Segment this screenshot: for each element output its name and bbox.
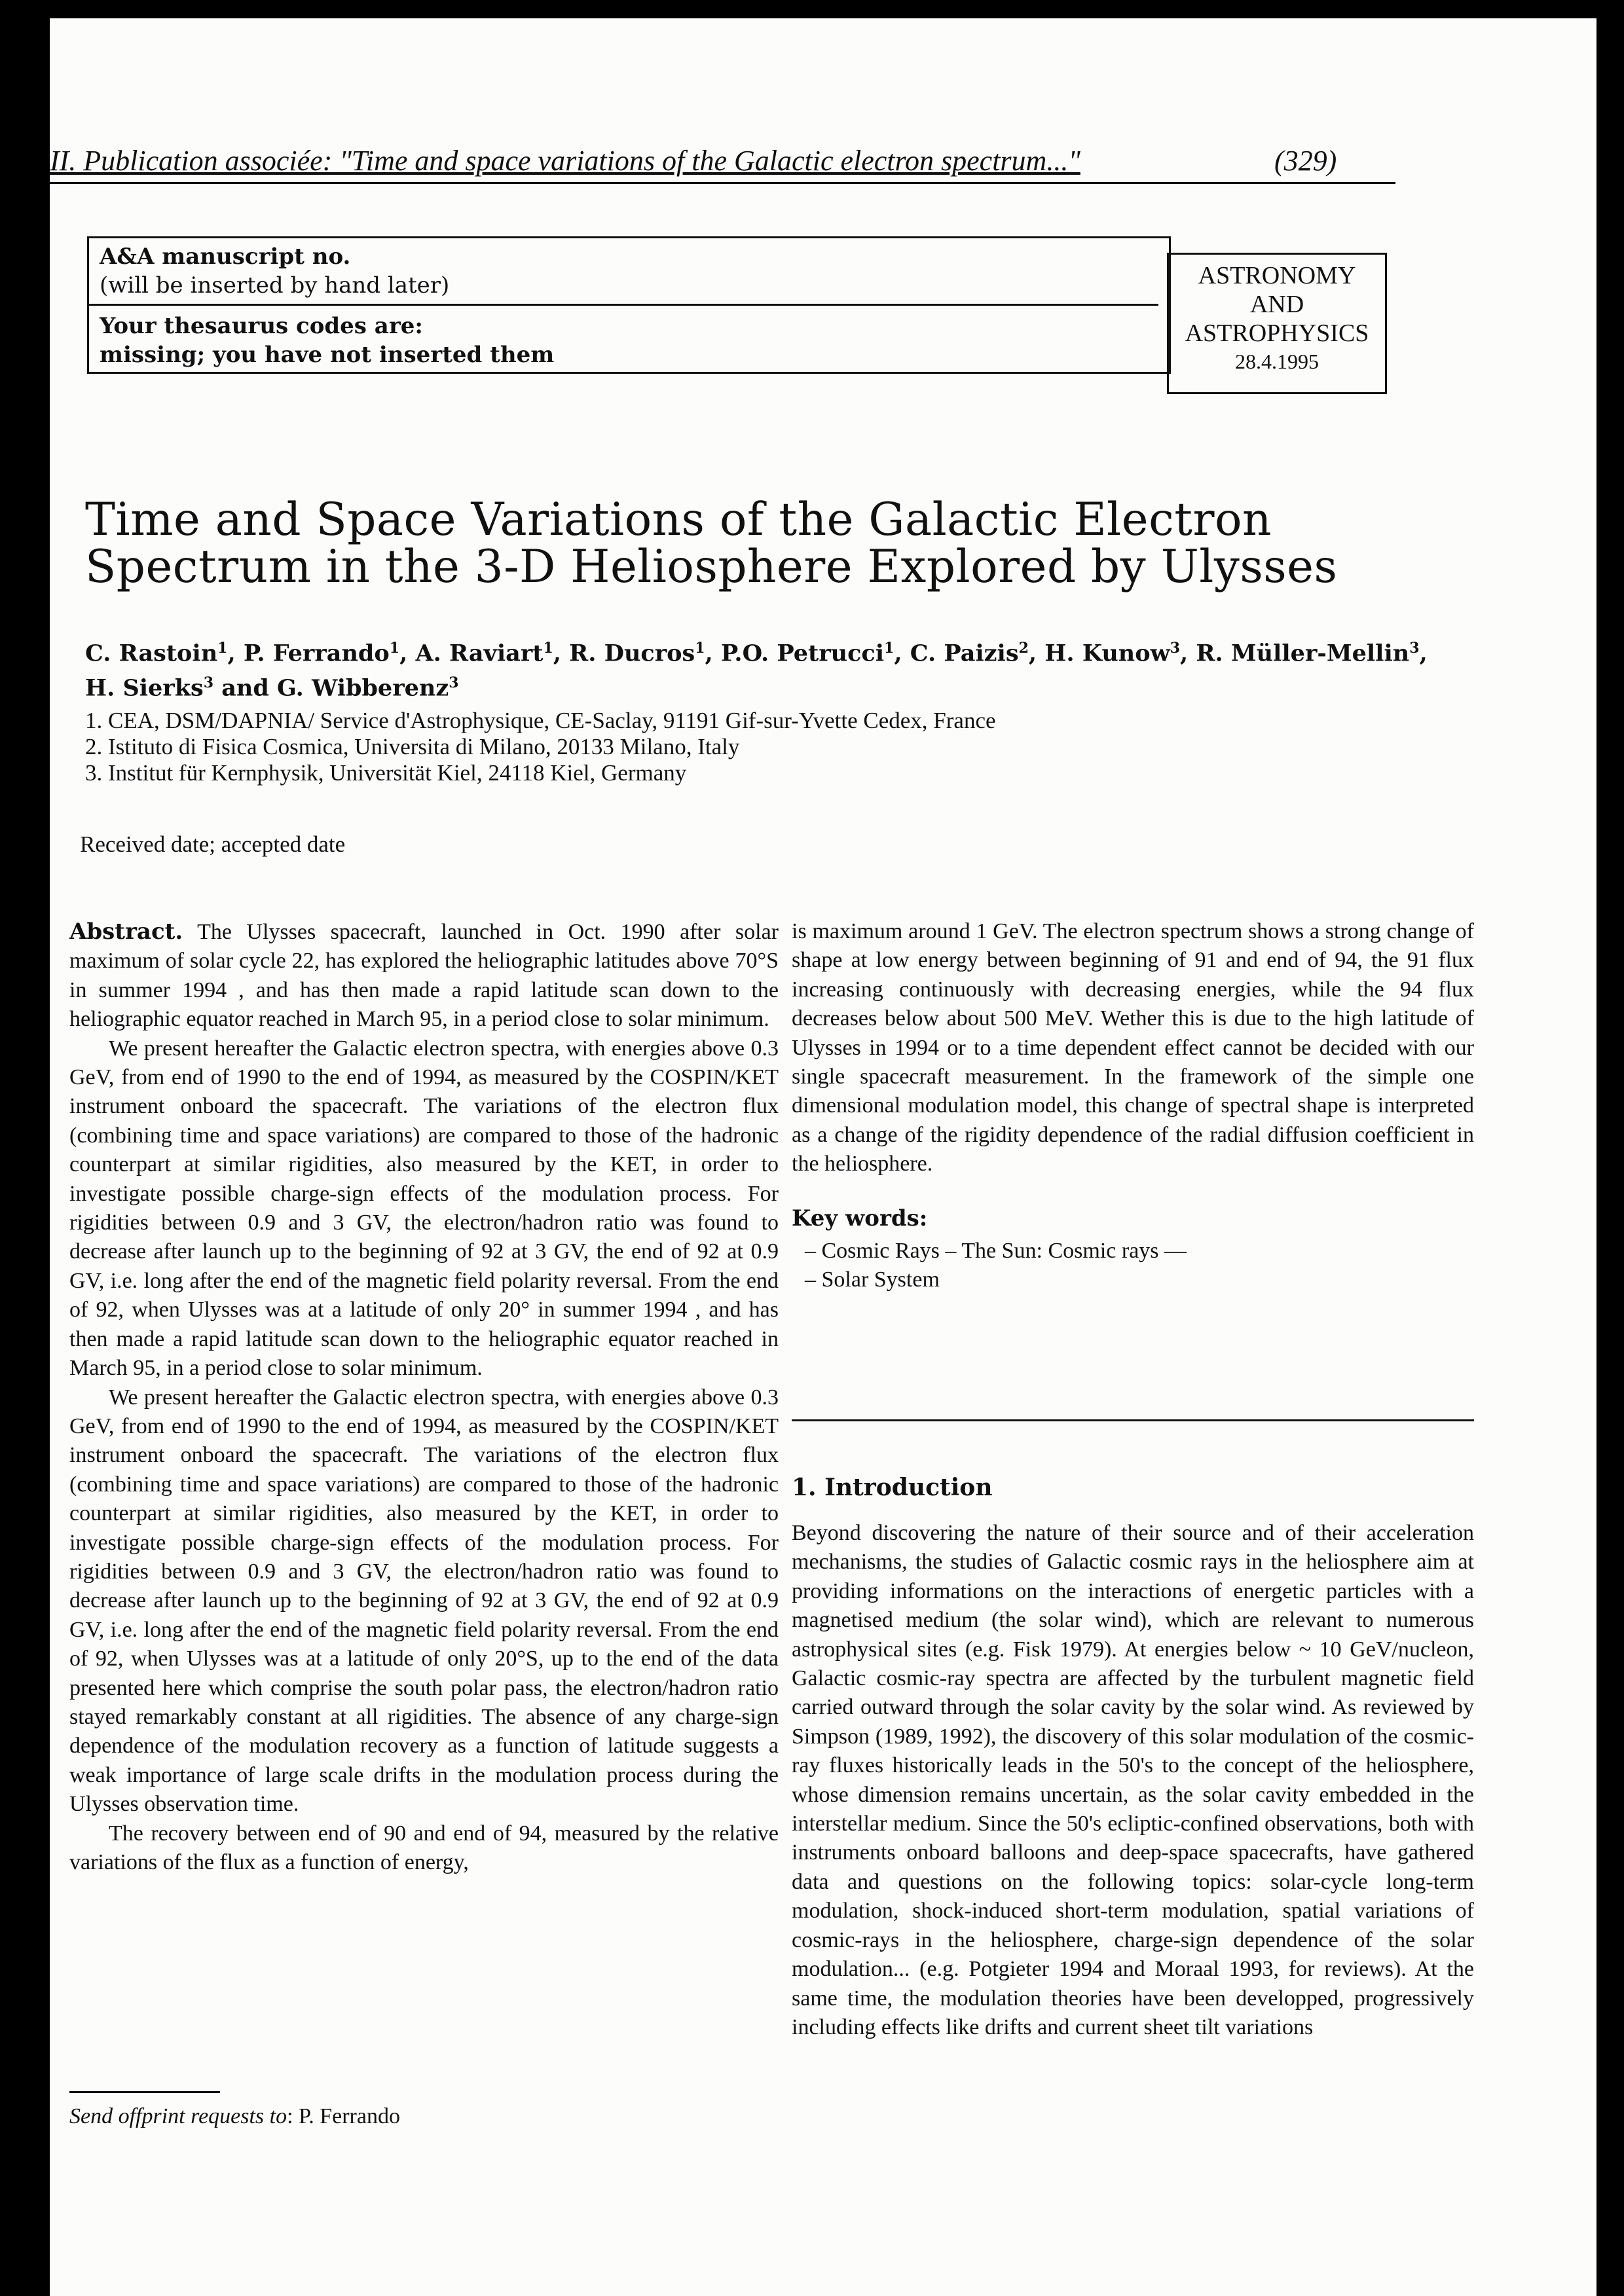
author-affiliation-mark: 1 — [884, 640, 895, 657]
author-name: G. Wibberenz — [276, 674, 449, 702]
journal-name-box — [1167, 253, 1387, 394]
author-conjunction: and — [221, 674, 269, 702]
abstract-text: The Ulysses spacecraft, launched in Oct. 1990 after solar maximum of solar cycle 22, has explored the heliographic latitudes above 70°S in summer 1994 , and has then made a rapid latitude scan down to the heliographic equator reached in March 95, in a period close to solar minimum. — [69, 920, 779, 1032]
section-divider — [792, 1419, 1474, 1421]
author-name: C. Paizis — [910, 640, 1019, 667]
author-list-line-2 — [85, 668, 1526, 703]
footnote-rule — [69, 2091, 220, 2093]
left-column — [69, 917, 779, 1877]
thesaurus-codes-label: Your thesaurus codes are: — [100, 313, 423, 339]
introduction-heading: 1. Introduction — [792, 1474, 993, 1501]
author-affiliation-mark: 2 — [1018, 640, 1029, 657]
author-list — [85, 634, 1526, 702]
author-affiliation-mark: 3 — [1170, 640, 1181, 657]
author-affiliation-mark: 1 — [217, 640, 228, 657]
journal-name-line-2: AND — [1249, 291, 1304, 318]
journal-name-line-3: ASTROPHYSICS — [1185, 319, 1369, 347]
author-affiliation-mark: 3 — [1409, 640, 1420, 657]
journal-date: 28.4.1995 — [1235, 350, 1319, 373]
footnote-label: Send offprint requests to — [69, 2104, 287, 2128]
running-header — [50, 143, 1395, 184]
author-list-line-1: C. Rastoin$^1$, P. Ferrando$^1$, A. Raviart$^1$, R. Ducros$^1$, P.O. Petrucci$^1$, C. Paizis$^2$, H. Kunow$^3$, R. Müller-Mellin$^3$, — [85, 640, 1428, 667]
author-affiliation-mark: 3 — [449, 674, 459, 691]
footnote — [69, 2104, 400, 2130]
author-name: H. Kunow — [1044, 640, 1170, 667]
author-name: P. Ferrando — [243, 640, 390, 667]
paper-title-line-1: Time and Space Variations of the Galactic Electron — [85, 494, 1272, 546]
paper-title-line-2: Spectrum in the 3-D Heliosphere Explored by Ulysses — [85, 541, 1338, 593]
paper-page — [50, 18, 1596, 2296]
affiliation-item: 1. CEA, DSM/DAPNIA/ Service d'Astrophysique, CE-Saclay, 91191 Gif-sur-Yvette Cedex, France — [85, 708, 996, 733]
author-name: R. Ducros — [569, 640, 695, 667]
affiliation-item: 2. Istituto di Fisica Cosmica, Universita di Milano, 20133 Milano, Italy — [85, 734, 740, 759]
abstract-label: Abstract. — [69, 919, 183, 945]
manuscript-box-divider — [89, 304, 1158, 306]
received-date-line: Received date; accepted date — [80, 831, 346, 857]
manuscript-number-label: A&A manuscript no. — [100, 244, 351, 270]
right-column — [792, 917, 1474, 1295]
abstract-paragraph-3: We present hereafter the Galactic electron spectra, with energies above 0.3 GeV, from end of 1990 to the end of 1994, as measured by the COSPIN/KET instrument onboard the spacecraft. The variations of the electron flux (combining time and space variations) are compared to those of the hadronic counterpart at similar rigidities, also measured by the KET, in order to investigate possible charge-sign effects of the modulation process. For rigidities between 0.9 and 3 GV, the electron/hadron ratio was found to decrease after launch up to the beginning of 92 at 3 GV, the end of 92 at 0.9 GV, i.e. long after the end of the magnetic field polarity reversal. From the end of 92, when Ulysses was at a latitude of only 20°S, up to the end of the data presented here which comprise the south polar pass, the electron/hadron ratio stayed remarkably constant at all rigidities. The absence of any charge-sign dependence of the modulation recovery as a function of latitude suggests a weak importance of large scale drifts in the modulation process during the Ulysses observation time. — [69, 1385, 779, 1817]
affiliation-list — [85, 708, 1395, 786]
keyword-item: – Cosmic Rays – The Sun: Cosmic rays — — [805, 1239, 1187, 1264]
author-name: C. Rastoin — [85, 640, 218, 667]
abstract-paragraph-4: The recovery between end of 90 and end of 94, measured by the relative variations of the flux as a function of energy, — [69, 1821, 779, 1874]
keyword-item: – Solar System — [805, 1267, 940, 1292]
footnote-value: : P. Ferrando — [287, 2104, 400, 2128]
author-name: R. Müller-Mellin — [1196, 640, 1410, 667]
thesaurus-codes-note: missing; you have not inserted them — [100, 342, 555, 368]
abstract-continuation: is maximum around 1 GeV. The electron spectrum shows a strong change of shape at low energy between beginning of 91 and end of 94, the 91 flux increasing continuously with decreasing energies, while the 94 flux decreases below about 500 MeV. Wether this is due to the high latitude of Ulysses in 1994 or to a time dependent effect cannot be decided with our single spacecraft measurement. In the framework of the simple one dimensional modulation model, this change of spectral shape is interpreted as a change of the rigidity dependence of the radial diffusion coefficient in the heliosphere. — [792, 919, 1474, 1176]
introduction-text: Beyond discovering the nature of their source and of their acceleration mechanisms, the studies of Galactic cosmic rays in the heliosphere aim at providing informations on the interactions of energetic particles with a magnetised medium (the solar wind), which are relevant to numerous astrophysical sites (e.g. Fisk 1979). At energies below ~ 10 GeV/nucleon, Galactic cosmic-ray spectra are affected by the turbulent magnetic field carried outward through the solar cavity by the solar wind. As reviewed by Simpson (1989, 1992), the discovery of this solar modulation of the cosmic-ray fluxes historically leads in the 50's to the concept of the heliosphere, whose dimension remains uncertain, as the solar cavity embedded in the interstellar medium. Since the 50's ecliptic-confined observations, both with instruments onboard balloons and deep-space spacecrafts, have gathered data and questions on the following topics: solar-cycle long-term modulation, shock-induced short-term modulation, spatial variations of cosmic-rays in the heliosphere, charge-sign dependence of the solar modulation... (e.g. Potgieter 1994 and Moraal 1993, for reviews). At the same time, the modulation theories have been developped, progressively including effects like drifts and current sheet tilt variations — [792, 1521, 1474, 2039]
affiliation-item: 3. Institut für Kernphysik, Universität Kiel, 24118 Kiel, Germany — [85, 760, 687, 786]
paper-title — [85, 496, 1526, 591]
manuscript-number-note: (will be inserted by hand later) — [100, 272, 450, 299]
author-affiliation-mark: 1 — [543, 640, 553, 657]
keywords-title: Key words: — [792, 1205, 928, 1231]
running-header-page-number: (329) — [1274, 145, 1337, 177]
abstract-paragraph-2: We present hereafter the Galactic electron spectra, with energies above 0.3 GeV, from end of 1990 to the end of 1994, as measured by the COSPIN/KET instrument onboard the spacecraft. The variations of the electron flux (combining time and space variations) are compared to those of the hadronic counterpart at similar rigidities, also measured by the KET, in order to investigate possible charge-sign effects of the modulation process. For rigidities between 0.9 and 3 GV, the electron/hadron ratio was found to decrease after launch up to the beginning of 92 at 3 GV, the end of 92 at 0.9 GV, i.e. long after the end of the magnetic field polarity reversal. From the end of 92, when Ulysses was at a latitude of only 20° in summer 1994 , and has then made a rapid latitude scan down to the heliographic equator reached in March 95, in a period close to solar minimum. — [69, 1036, 779, 1381]
running-header-title: II. Publication associée: "Time and space variations of the Galactic electron spectrum..." — [50, 145, 1080, 177]
manuscript-info-box — [87, 236, 1171, 374]
abstract-paragraph-1 — [69, 917, 779, 1034]
author-name: A. Raviart — [415, 640, 544, 667]
author-affiliation-mark: 1 — [389, 640, 400, 657]
journal-name-line-1: ASTRONOMY — [1198, 262, 1356, 289]
author-name: H. Sierks — [85, 674, 204, 702]
author-name: P.O. Petrucci — [720, 640, 885, 667]
author-affiliation-mark: 1 — [695, 640, 705, 657]
author-affiliation-mark: 3 — [203, 674, 213, 691]
